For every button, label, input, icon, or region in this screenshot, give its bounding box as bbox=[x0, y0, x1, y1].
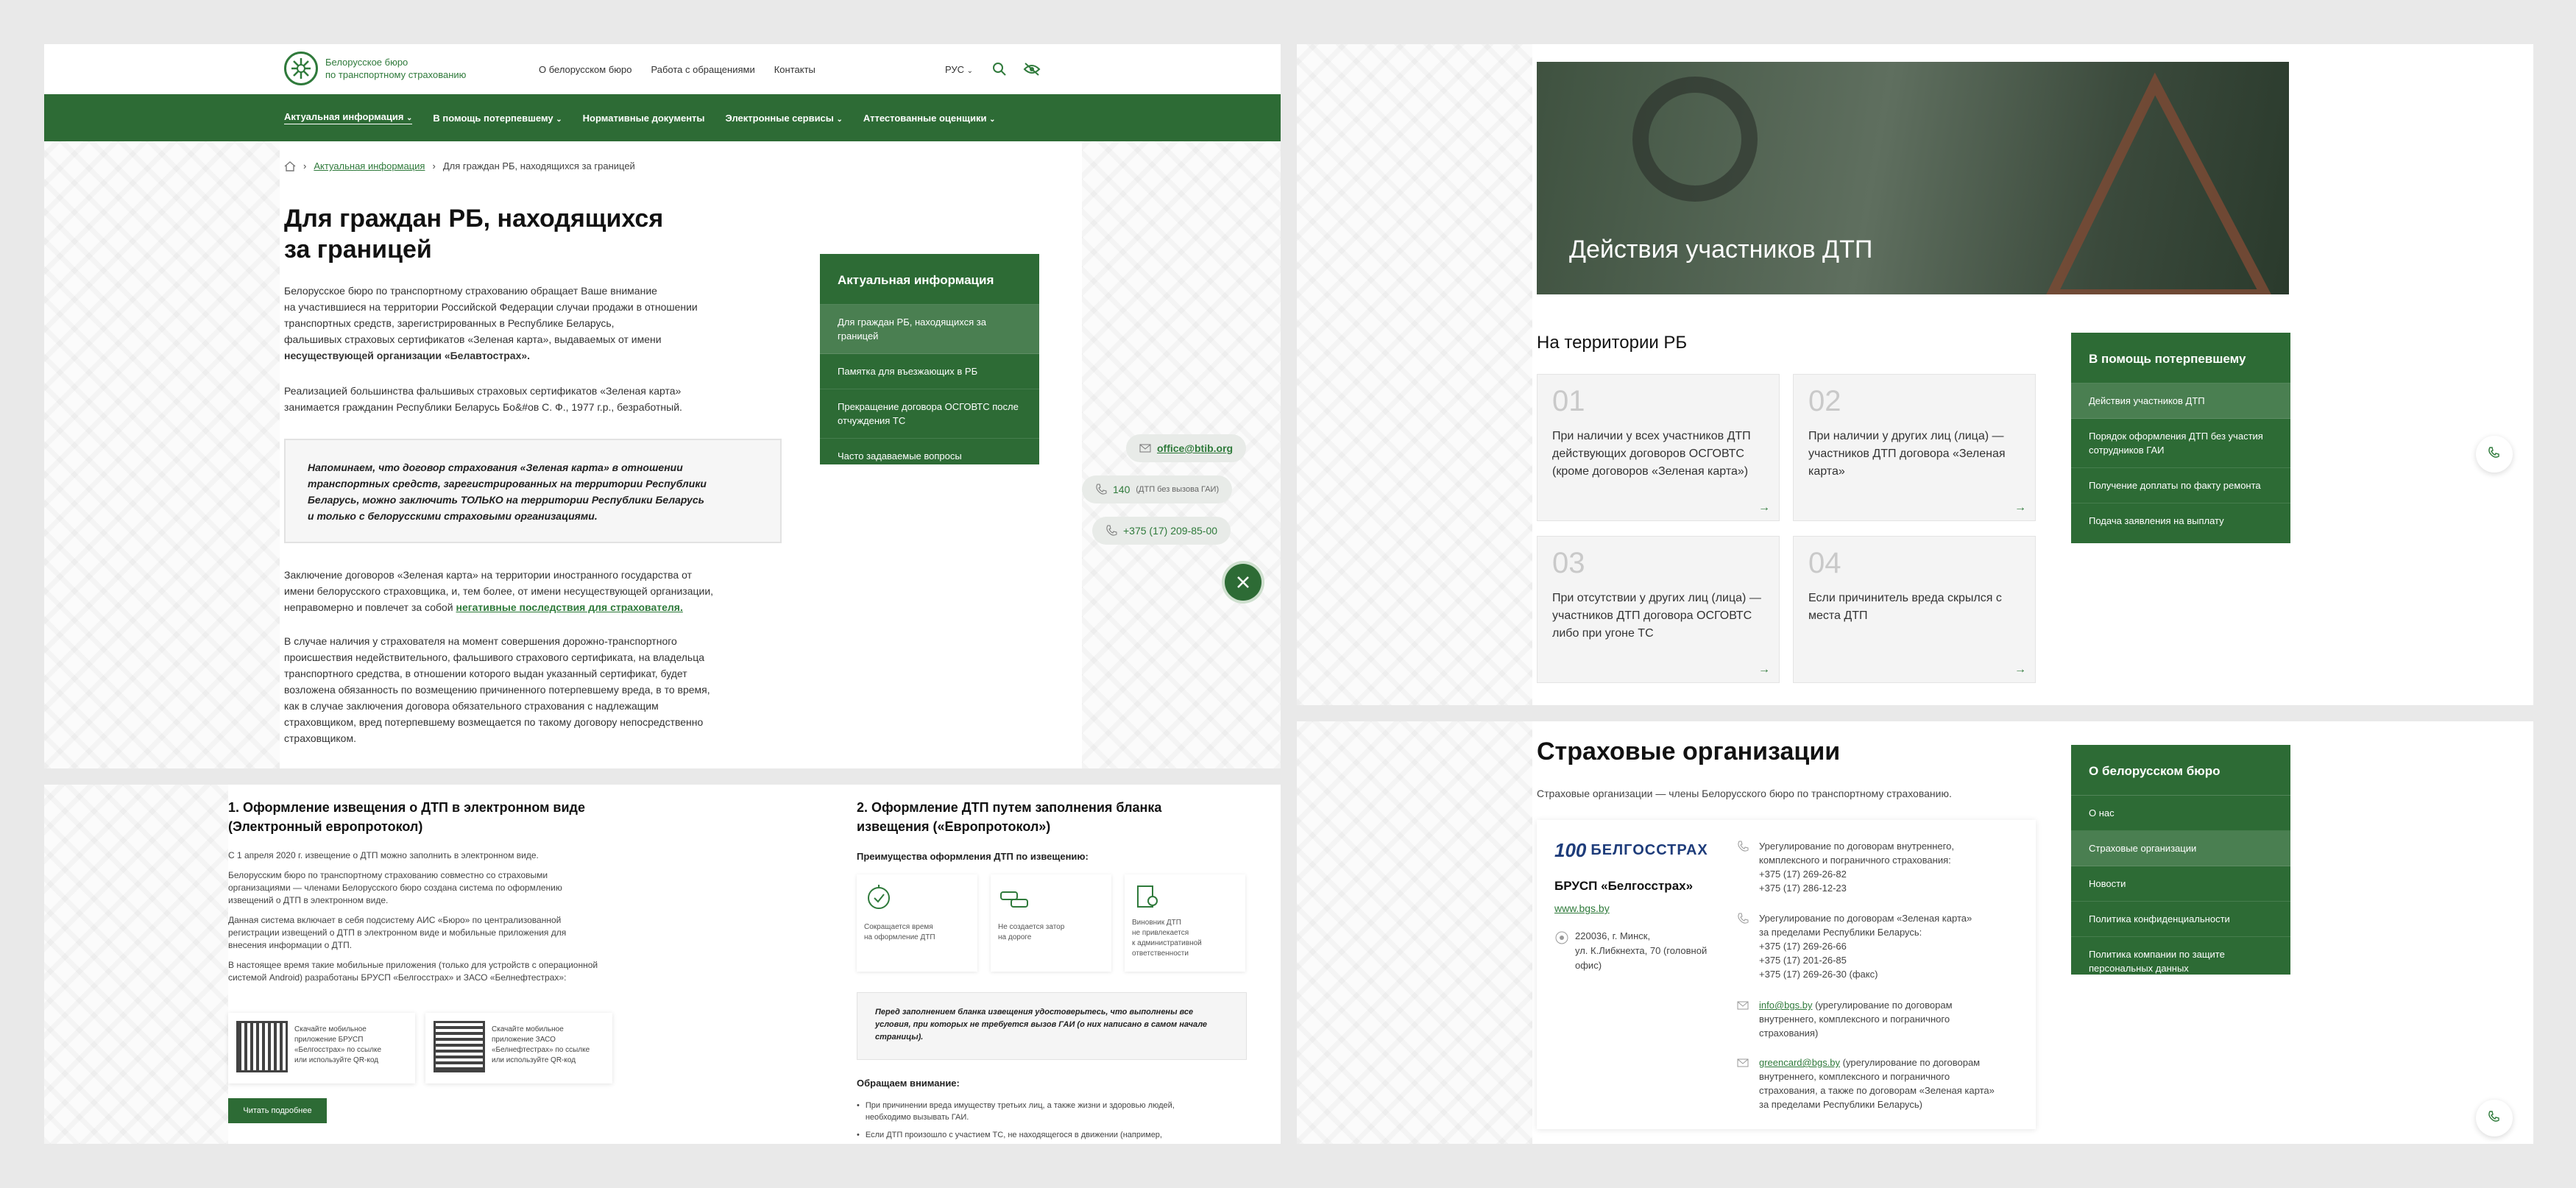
chevron-down-icon: ⌄ bbox=[406, 114, 413, 122]
qr-card-belgosstrakh[interactable] bbox=[228, 1013, 415, 1083]
chevron-down-icon: ⌄ bbox=[556, 115, 562, 124]
sidebar-item-claim-application[interactable]: Подача заявления на выплату bbox=[2089, 515, 2224, 526]
nav-about[interactable]: О белорусском бюро bbox=[539, 64, 632, 75]
advantage-card-2 bbox=[991, 874, 1111, 972]
qr-code-icon bbox=[238, 1023, 286, 1070]
site-header bbox=[44, 44, 1281, 94]
euro1-p4-line1: В настоящее время такие мобильные приложения (только для устройств с операционной bbox=[228, 960, 598, 970]
mail-icon bbox=[1139, 444, 1151, 453]
note-line2: транспортных средств, зарегистрированных на территории Республики bbox=[308, 478, 707, 489]
euro1-p1: С 1 апреля 2020 г. извещение о ДТП можно заполнить в электронном виде. bbox=[228, 850, 539, 860]
insurer-site[interactable]: www.bgs.by bbox=[1554, 902, 1610, 914]
stopwatch-icon bbox=[864, 882, 894, 911]
block1-line1: Урегулирование по договорам внутреннего, bbox=[1759, 841, 1954, 852]
nav-victim-help[interactable] bbox=[433, 113, 562, 124]
p1-line2: на участившиеся на территории Российской Федерации случаи продажи в отношении bbox=[284, 301, 698, 313]
sidebar-title: О белорусском бюро bbox=[2071, 745, 2290, 796]
floating-phone-button[interactable] bbox=[2476, 1100, 2513, 1136]
adv3-line4: ответственности bbox=[1132, 950, 1189, 958]
sidebar-item-faq[interactable]: Часто задаваемые вопросы bbox=[838, 450, 962, 462]
qr-card-belneftestrakh[interactable] bbox=[425, 1013, 612, 1083]
sidebar-item-about-us[interactable]: О нас bbox=[2071, 796, 2290, 831]
paragraph-1 bbox=[284, 283, 698, 364]
logo-text: БЕЛГОССТРАХ bbox=[1590, 842, 1708, 858]
note-line1: Напоминаем, что договор страхования «Зеленая карта» в отношении bbox=[308, 462, 683, 473]
hero-title: Действия участников ДТП bbox=[1569, 236, 1873, 264]
insurers-subtitle: Страховые организации — члены Белорусского бюро по транспортному страхованию. bbox=[1537, 788, 1952, 799]
mail-icon bbox=[1737, 1001, 1749, 1010]
contact-short-pill[interactable] bbox=[1082, 475, 1232, 503]
email-info[interactable]: info@bgs.by bbox=[1759, 1000, 1813, 1011]
email2-rest-line2: внутреннего, комплексного и пограничного bbox=[1759, 1071, 1950, 1082]
sidebar-item-citizens-abroad[interactable]: Для граждан РБ, находящихся за границей bbox=[820, 305, 1039, 354]
sidebar-about-bureau bbox=[2071, 745, 2290, 975]
p4-line4: возложена обязанность по возмещению причиненного потерпевшему вреда, в то время, bbox=[284, 684, 710, 696]
chevron-right-icon: › bbox=[303, 160, 307, 172]
block2-line2: за пределами Республики Беларусь: bbox=[1759, 927, 1922, 938]
attention-title: Обращаем внимание: bbox=[857, 1078, 960, 1089]
euro1-p2-line3: извещений о ДТП в электронном виде. bbox=[228, 895, 389, 905]
paragraph-2 bbox=[284, 383, 682, 415]
adv3-line1: Виновник ДТП bbox=[1132, 919, 1181, 927]
close-icon bbox=[1225, 564, 1262, 601]
euro2-note-line1: Перед заполнением бланка извещения удостоверьтесь, что выполнены все bbox=[875, 1008, 1194, 1016]
block2-line4[interactable]: +375 (17) 201-26-85 bbox=[1759, 955, 1847, 966]
case-number: 01 bbox=[1552, 385, 1585, 417]
panel-accident-actions bbox=[1297, 44, 2533, 705]
sidebar-item-memo-entering[interactable]: Памятка для въезжающих в РБ bbox=[820, 354, 1039, 389]
p4-line7: страховщиком. bbox=[284, 732, 356, 744]
qr2-line1: Скачайте мобильное bbox=[492, 1025, 564, 1033]
section-title: На территории РБ bbox=[1537, 333, 1688, 353]
euro1-p2-line1: Белорусским бюро по транспортному страхованию совместно со страховыми bbox=[228, 870, 548, 880]
ornament-left bbox=[1297, 721, 1532, 1144]
breadcrumb-current-info[interactable]: Актуальная информация bbox=[314, 160, 425, 172]
p2-line1: Реализацией большинства фальшивых страховых сертификатов «Зеленая карта» bbox=[284, 385, 682, 397]
sidebar-victim-help bbox=[2071, 333, 2290, 543]
block1-line3[interactable]: +375 (17) 269-26-82 bbox=[1759, 869, 1847, 880]
euro2-note-line3: страницы). bbox=[875, 1033, 924, 1042]
e-europrotocol-card bbox=[228, 785, 699, 1144]
euro1-p3-line1: Данная система включает в себя подсистему АИС «Бюро» по централизованной bbox=[228, 915, 562, 925]
email1-rest-line2: внутреннего, комплексного и пограничного bbox=[1759, 1014, 1950, 1025]
document-person-icon bbox=[1132, 882, 1161, 911]
top-nav bbox=[539, 64, 815, 75]
euro2-note-line2: условия, при которых не требуется вызов ГАИ (о них написано в самом начале bbox=[875, 1020, 1208, 1029]
case-card-1[interactable] bbox=[1537, 374, 1780, 521]
p3-line2: имени белорусского страховщика, и, тем более, от имени несуществующей организации, bbox=[284, 585, 714, 597]
arrow-right-icon: → bbox=[2014, 663, 2026, 676]
case-card-2[interactable] bbox=[1793, 374, 2036, 521]
qr1-line2: приложение БРУСП bbox=[294, 1036, 364, 1044]
li2: Если ДТП произошло с участием ТС, не находящегося в движении (например, bbox=[865, 1131, 1162, 1139]
sidebar-item-insurers[interactable]: Страховые организации bbox=[2071, 831, 2290, 866]
sidebar-item-accident-actions[interactable]: Действия участников ДТП bbox=[2071, 383, 2290, 419]
block1-line2: комплексного и пограничного страхования: bbox=[1759, 855, 1951, 866]
euro1-p4-line2: системой Android) разработаны БРУСП «Белгосстрах» и ЗАСО «Белнефтестрах»: bbox=[228, 972, 567, 983]
contact-email-pill[interactable] bbox=[1126, 434, 1246, 462]
language-label: РУС bbox=[945, 64, 965, 75]
adv2-line2: на дороге bbox=[998, 933, 1032, 941]
p2-line2: занимается гражданин Республики Беларусь Бо&#ов С. Ф., 1977 г.р., безработный. bbox=[284, 401, 682, 413]
logo-100-icon: 100 bbox=[1554, 839, 1587, 861]
insurer-address bbox=[1575, 929, 1707, 973]
accessibility-eye-icon[interactable] bbox=[1023, 62, 1041, 77]
paragraph-4 bbox=[284, 633, 710, 746]
qr-code-icon bbox=[436, 1023, 483, 1070]
address-line2: ул. К.Либкнехта, 70 (головной bbox=[1575, 945, 1708, 956]
email-block-1 bbox=[1759, 998, 1953, 1040]
nav-appraisers[interactable] bbox=[863, 113, 996, 124]
page-title-line1: Для граждан РБ, находящихся bbox=[284, 205, 664, 233]
case-card-4[interactable] bbox=[1793, 536, 2036, 683]
ornament-left bbox=[44, 141, 280, 768]
home-icon[interactable] bbox=[284, 161, 296, 172]
phone-icon bbox=[1737, 841, 1749, 852]
sidebar-item-news[interactable]: Новости bbox=[2071, 866, 2290, 902]
address-line1: 220036, г. Минск, bbox=[1575, 930, 1651, 941]
chevron-down-icon: ⌄ bbox=[989, 115, 996, 124]
logo[interactable] bbox=[284, 52, 466, 85]
language-select[interactable] bbox=[945, 64, 973, 75]
hero-wheel bbox=[1632, 77, 1758, 202]
adv1-line1: Сокращается время bbox=[864, 923, 933, 931]
advantages-title: Преимущества оформления ДТП по извещению: bbox=[857, 851, 1089, 862]
attention-list: • При причинении вреда имуществу третьих лиц, а также жизни и здоровью людей, необходимо вызывать ГАИ. • Если ДТП произошло с участием ТС, не находящегося в движении (например, bbox=[857, 1101, 1175, 1139]
warning-triangle-icon bbox=[2045, 62, 2280, 294]
euro1-p2-line2: организациями — членами Белорусского бюро создана система по оформлению bbox=[228, 883, 562, 893]
case-text: При отсутствии у других лиц (лица) — участников ДТП договора ОСГОВТС либо при угоне ТС bbox=[1552, 592, 1761, 640]
qr1-line3: «Белгосстрах» по ссылке bbox=[294, 1046, 382, 1054]
adv2-line1: Не создается затор bbox=[998, 923, 1065, 931]
close-contacts-button[interactable] bbox=[1225, 564, 1262, 601]
hero-banner bbox=[1537, 62, 2289, 294]
email2-rest-line3: страхования, а также по договорам «Зеленая карта» bbox=[1759, 1085, 1995, 1096]
p4-line1: В случае наличия у страхователя на момент совершения дорожно-транспортного bbox=[284, 635, 677, 647]
case-text: Если причинитель вреда скрылся с места ДТП bbox=[1808, 592, 2002, 622]
block1-line4[interactable]: +375 (17) 286-12-23 bbox=[1759, 883, 1847, 894]
nav-current-info-label: Актуальная информация bbox=[284, 111, 404, 122]
phone-icon bbox=[1737, 913, 1749, 924]
p1-line3: транспортных средств, зарегистрированных в Республике Беларусь, bbox=[284, 317, 615, 329]
breadcrumb-page: Для граждан РБ, находящихся за границей bbox=[442, 160, 635, 172]
adv1-line2: на оформление ДТП bbox=[864, 933, 935, 941]
contact-block-2 bbox=[1759, 911, 1972, 981]
p1-bold: несуществующей организации «Белавтостраx». bbox=[284, 350, 531, 361]
arrow-right-icon: → bbox=[1758, 663, 1770, 676]
case-text: При наличии у всех участников ДТП действующих договоров ОСГОВТС (кроме договоров «Зеленая карта») bbox=[1552, 430, 1751, 478]
euro1-p3-line3: внесения информации о ДТП. bbox=[228, 940, 353, 950]
arrow-right-icon: → bbox=[2014, 501, 2026, 514]
page-title-line2: за границей bbox=[284, 236, 432, 264]
adv3-line3: к административной bbox=[1132, 939, 1202, 947]
p4-line6: страховщиком, вред потерпевшему возмещается по такому договору непосредственно bbox=[284, 716, 704, 728]
qr1-line4: или используйте QR-код bbox=[294, 1056, 379, 1064]
logo-line2: по транспортному страхованию bbox=[325, 69, 467, 80]
nav-appraisers-label: Аттестованные оценщики bbox=[863, 112, 987, 124]
contact-phone: +375 (17) 209-85-00 bbox=[1123, 525, 1218, 537]
location-pin-icon bbox=[1554, 930, 1569, 945]
contact-short-note: (ДТП без вызова ГАИ) bbox=[1136, 485, 1220, 494]
p4-line3: транспортного средства, в отношении которого выдан указанный сертификат, будет bbox=[284, 668, 687, 679]
consequences-link[interactable]: негативные последствия для страхователя. bbox=[456, 601, 683, 613]
notice-box bbox=[284, 439, 782, 543]
case-card-3[interactable] bbox=[1537, 536, 1780, 683]
search-icon[interactable] bbox=[992, 62, 1007, 77]
euro1-title bbox=[228, 798, 585, 836]
contact-short-number: 140 bbox=[1113, 484, 1130, 495]
email-greencard[interactable]: greencard@bgs.by bbox=[1759, 1057, 1841, 1068]
case-number: 04 bbox=[1808, 547, 1841, 579]
sidebar-item-repair-surcharge[interactable]: Получение доплаты по факту ремонта bbox=[2071, 468, 2290, 503]
email1-rest-line1: (урегулирование по договорам bbox=[1815, 1000, 1953, 1011]
nav-current-info[interactable] bbox=[284, 111, 412, 124]
sidebar-item-contract-termination[interactable]: Прекращение договора ОСГОВТС после отчуждения ТС bbox=[820, 389, 1039, 439]
note-line3: Беларусь, можно заключить ТОЛЬКО на территории Республики Беларусь bbox=[308, 494, 704, 506]
insurer-name: БРУСП «Белгосстрах» bbox=[1554, 879, 1694, 893]
main-nav bbox=[44, 94, 1281, 141]
qr2-line4: или используйте QR-код bbox=[492, 1056, 576, 1064]
nav-victim-help-label: В помощь потерпевшему bbox=[433, 112, 553, 124]
nav-e-services-label: Электронные сервисы bbox=[725, 112, 834, 124]
case-number: 02 bbox=[1808, 385, 1841, 417]
sidebar-title: Актуальная информация bbox=[820, 254, 1039, 305]
p1-line1: Белорусское бюро по транспортному страхованию обращает Ваше внимание bbox=[284, 285, 657, 297]
advantage-card-3 bbox=[1125, 874, 1245, 972]
nav-normative-docs[interactable]: Нормативные документы bbox=[582, 112, 705, 124]
block2-line3[interactable]: +375 (17) 269-26-66 bbox=[1759, 941, 1847, 952]
mail-icon bbox=[1737, 1058, 1749, 1067]
sidebar-current-info bbox=[820, 254, 1039, 464]
panel-main-page bbox=[44, 44, 1281, 768]
nav-contacts[interactable]: Контакты bbox=[774, 64, 815, 75]
p3-line1: Заключение договоров «Зеленая карта» на территории иностранного государства от bbox=[284, 569, 692, 581]
p3-line3: неправомерно и повлечет за собой bbox=[284, 601, 453, 613]
sidebar-title: В помощь потерпевшему bbox=[2071, 333, 2290, 383]
contact-phone-pill[interactable] bbox=[1092, 517, 1231, 545]
read-more-button[interactable]: Читать подробнее bbox=[228, 1098, 327, 1123]
p4-line2: происшествия недействительного, фальшивого страхового сертификата, на владельца bbox=[284, 651, 705, 663]
breadcrumb bbox=[284, 160, 635, 172]
euro1-p3-line2: регистрации извещений о ДТП в электронном виде и мобильные приложения для bbox=[228, 927, 567, 938]
insurer-logo bbox=[1554, 839, 1708, 862]
euro2-title-line1: 2. Оформление ДТП путем заполнения бланка bbox=[857, 800, 1162, 815]
case-text: При наличии у других лиц (лица) — участников ДТП договора «Зеленая карта» bbox=[1808, 430, 2006, 478]
euro2-note-box bbox=[857, 992, 1247, 1060]
page-title bbox=[284, 203, 663, 265]
floating-phone-button[interactable] bbox=[2476, 436, 2513, 473]
nav-appeals[interactable]: Работа с обращениями bbox=[651, 64, 755, 75]
contact-block-1 bbox=[1759, 839, 1954, 895]
chevron-down-icon: ⌄ bbox=[966, 67, 974, 75]
chevron-down-icon: ⌄ bbox=[836, 115, 843, 124]
insurers-title: Страховые организации bbox=[1537, 738, 1841, 766]
note-line4: и только с белорусскими страховыми организациями. bbox=[308, 510, 598, 522]
adv3-line2: не привлекается bbox=[1132, 929, 1189, 937]
case-number: 03 bbox=[1552, 547, 1585, 579]
email1-rest-line3: страхования) bbox=[1759, 1028, 1819, 1039]
euro1-title-line1: 1. Оформление извещения о ДТП в электронном виде bbox=[228, 800, 585, 815]
logo-line1: Белорусское бюро bbox=[325, 57, 408, 68]
block2-line1: Урегулирование по договорам «Зеленая карта» bbox=[1759, 913, 1972, 924]
phone-icon bbox=[2476, 436, 2513, 473]
phone-icon bbox=[2476, 1100, 2513, 1136]
sidebar-item-no-police[interactable]: Порядок оформления ДТП без участия сотрудников ГАИ bbox=[2071, 419, 2290, 468]
arrow-right-icon: → bbox=[1758, 501, 1770, 514]
chevron-right-icon: › bbox=[432, 160, 436, 172]
email2-rest-line4: за пределами Республики Беларусь) bbox=[1759, 1099, 1922, 1110]
sidebar-item-privacy[interactable]: Политика конфиденциальности bbox=[2071, 902, 2290, 937]
insurer-card bbox=[1537, 820, 2036, 1129]
qr2-line2: приложение ЗАСО bbox=[492, 1036, 556, 1044]
logo-emblem-icon bbox=[284, 52, 318, 85]
traffic-cars-icon bbox=[998, 882, 1032, 911]
euro1-body bbox=[228, 849, 699, 984]
sidebar-item-data-protection[interactable]: Политика компании по защите персональных данных bbox=[2089, 949, 2225, 974]
euro1-title-line2: (Электронный европротокол) bbox=[228, 819, 423, 834]
qr1-line1: Скачайте мобильное bbox=[294, 1025, 367, 1033]
address-line3: офис) bbox=[1575, 960, 1602, 971]
phone-icon bbox=[1095, 484, 1107, 495]
block2-line5: +375 (17) 269-26-30 (факс) bbox=[1759, 969, 1878, 980]
phone-icon bbox=[1105, 525, 1117, 537]
qr2-line3: «Белнефтестрах» по ссылке bbox=[492, 1046, 590, 1054]
email2-rest-line1: (урегулирование по договорам bbox=[1842, 1057, 1981, 1068]
contact-email: office@btib.org bbox=[1157, 442, 1234, 454]
advantage-card-1 bbox=[857, 874, 977, 972]
paragraph-3 bbox=[284, 567, 713, 615]
paper-europrotocol-card bbox=[673, 785, 1281, 1144]
li1-line2: необходимо вызывать ГАИ. bbox=[865, 1113, 969, 1122]
euro2-title-line2: извещения («Европротокол») bbox=[857, 819, 1051, 834]
panel-europrotocol bbox=[44, 785, 1281, 1144]
panel-insurers bbox=[1297, 721, 2533, 1144]
p1-line4: фальшивых страховых сертификатов «Зеленая карта», выдаваемых от имени bbox=[284, 333, 662, 345]
p4-line5: как в случае заключения договора обязательного страхования с надлежащим bbox=[284, 700, 659, 712]
euro2-title bbox=[857, 798, 1161, 836]
nav-e-services[interactable] bbox=[726, 113, 843, 124]
li1-line1: При причинении вреда имуществу третьих лиц, а также жизни и здоровью людей, bbox=[865, 1101, 1175, 1110]
ornament-left bbox=[1297, 44, 1532, 705]
email-block-2 bbox=[1759, 1056, 1995, 1111]
